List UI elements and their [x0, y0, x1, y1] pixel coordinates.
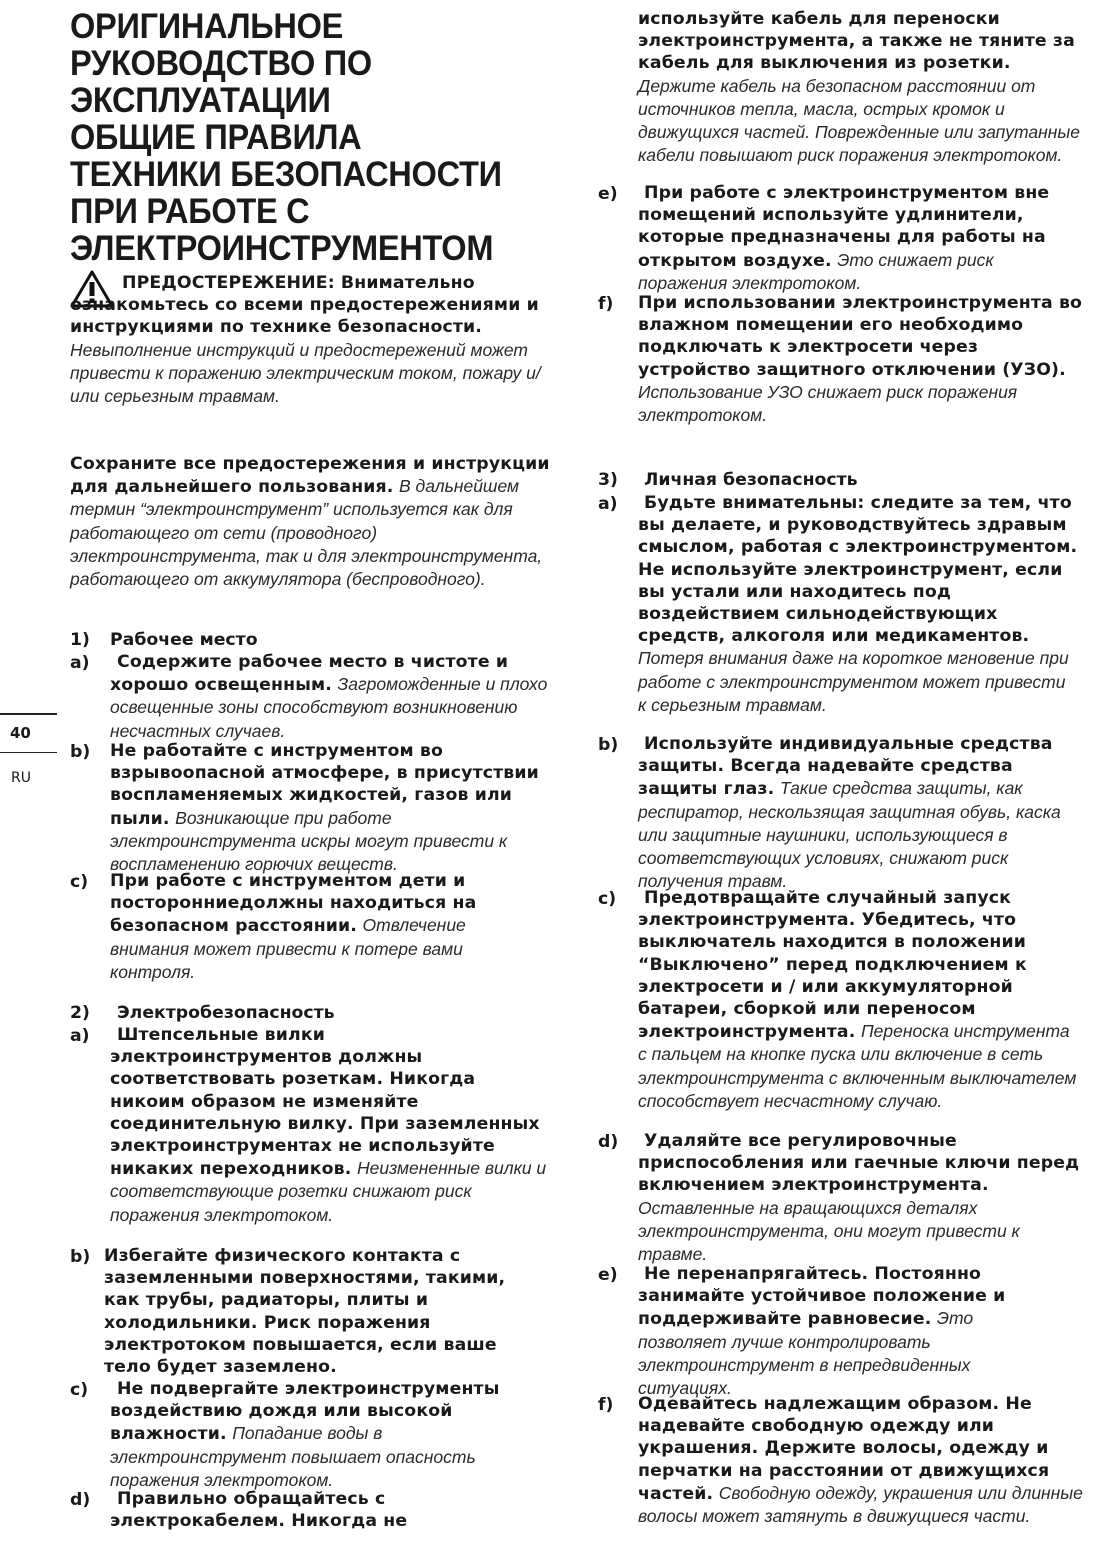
page-number: 40 — [10, 724, 31, 742]
item-label: e) — [598, 184, 618, 204]
item-label: c) — [70, 872, 89, 892]
list-item: Содержите рабочее место в чистоте и хорошо освещенным. Загроможденные и плохо освещенные зоны способствуют возникновению несчастных случаев. — [110, 652, 548, 741]
list-item: Не перенапрягайтесь. Постоянно занимайте устойчивое положение и поддерживайте равновесие. Это позволяет лучше контролировать электроинструмент в непредвиденных ситуациях. — [638, 1264, 1006, 1399]
item-label: f) — [598, 1395, 614, 1415]
list-item: Штепсельные вилки электроинструментов должны соответствовать розеткам. Никогда никоим образом не изменяйте соединительную вилку. При заземленных электроинструментах не используйте никаких переходников. Неизмененные вилки и соответствующие розетки снижают риск поражения электротоком. — [110, 1025, 547, 1225]
title-line: РУКОВОДСТВО ПО — [70, 44, 372, 83]
item-label: b) — [70, 1247, 91, 1267]
item-label: c) — [70, 1380, 89, 1400]
page-side-rule — [0, 713, 57, 715]
save-instructions-paragraph: Сохраните все предостережения и инструкции для дальнейшего пользования. В дальнейшем термин “электроинструмент” используется как для работающего от сети (проводного) электроинструмента, так и для электроинструмента, работающего от аккумулятора (беспроводного). — [70, 454, 550, 590]
list-item: Используйте индивидуальные средства защиты. Всегда надевайте средства защиты глаз. Такие средства защиты, как респиратор, нескользящая защитная обувь, каска или защитные наушники, использующиеся в соответствующих условиях, снижают риск получения травм. — [638, 734, 1061, 892]
section-title: Рабочее место — [110, 630, 258, 650]
title-line: ПРИ РАБОТЕ С — [70, 192, 310, 231]
title-line: ОРИГИНАЛЬНОЕ — [70, 7, 344, 46]
item-label: a) — [598, 494, 618, 514]
language-code: RU — [11, 770, 31, 786]
item-label: f) — [598, 294, 614, 314]
warning-paragraph: ПРЕДОСТЕРЕЖЕНИЕ: Внимательно ознакомьтесь со всеми предостережениями и инструкциями по технике безопасности. Невыполнение инструкций и предостережений может привести к поражению электрическим током, пожару и/или серьезным травмам. — [70, 273, 541, 407]
item-label: a) — [70, 1026, 90, 1046]
item-label: d) — [598, 1132, 619, 1152]
list-item: Предотвращайте случайный запуск электроинструмента. Убедитесь, что выключатель находится в положении “Выключено” перед подключением к электросети и / или аккумуляторной батареи, сборкой или переносом электроинструмента. Переноска инструмента с пальцем на кнопке пуска или включение в сеть электроинструмента с включенным выключателем способствует несчастному случаю. — [638, 888, 1077, 1111]
section-number: 2) — [70, 1003, 90, 1023]
list-item: Правильно обращайтесь с электрокабелем. Никогда не — [110, 1489, 408, 1532]
section-title: Электробезопасность — [117, 1003, 335, 1023]
section-number: 1) — [70, 630, 90, 650]
list-item: Избегайте физического контакта с заземленными поверхностями, такими, как трубы, радиаторы, плиты и холодильники. Риск поражения электротоком повышается, если ваше тело будет заземлено. — [104, 1246, 506, 1378]
list-item: Не работайте с инструментом во взрывоопасной атмосфере, в присутствии воспламеняемых жидкостей, газов или пыли. Возникающие при работе электроинструмента искры могут привести к воспламенению горючих веществ. — [110, 741, 539, 875]
list-item: При работе с электроинструментом вне помещений используйте удлинители, которые предназначены для работы на открытом воздухе. Это снижает риск поражения электротоком. — [638, 183, 1050, 293]
page-side-rule — [0, 752, 57, 753]
item-label: c) — [598, 889, 617, 909]
title-line: ЭКСПЛУАТАЦИИ — [70, 81, 331, 120]
list-item-continued: используйте кабель для переноски электроинструмента, а также не тяните за кабель для выключения из розетки. Держите кабель на безопасном расстоянии от источников тепла, масла, острых кромок и движущихся частей. Поврежденные или запутанные кабели повышают риск поражения электротоком. — [638, 9, 1081, 166]
list-item: Одевайтесь надлежащим образом. Не надевайте свободную одежду или украшения. Держите волосы, одежду и перчатки на расстоянии от движущихся частей. Свободную одежду, украшения или длинные волосы может затянуть в движущиеся части. — [638, 1394, 1083, 1527]
item-label: b) — [70, 742, 91, 762]
section-title: Личная безопасность — [644, 470, 858, 490]
item-label: e) — [598, 1265, 618, 1285]
item-label: d) — [70, 1490, 91, 1510]
section-number: 3) — [598, 470, 618, 490]
list-item: Не подвергайте электроинструменты воздействию дождя или высокой влажности. Попадание воды в электроинструмент повышает опасность поражения электротоком. — [110, 1379, 500, 1490]
item-label: a) — [70, 653, 90, 673]
title-line: ОБЩИЕ ПРАВИЛА — [70, 118, 362, 157]
title-line: ТЕХНИКИ БЕЗОПАСНОСТИ — [70, 155, 502, 194]
list-item: При использовании электроинструмента во влажном помещении его необходимо подключать к электросети через устройство защитного отключении (УЗО). Использование УЗО снижает риск поражения электротоком. — [638, 293, 1083, 426]
item-label: b) — [598, 735, 619, 755]
page-title — [70, 8, 502, 267]
title-line: ЭЛЕКТРОИНСТРУМЕНТОМ — [70, 229, 494, 268]
list-item: При работе с инструментом дети и посторонниедолжны находиться на безопасном расстоянии. Отвлечение внимания может привести к потере вами контроля. — [110, 871, 477, 982]
list-item: Будьте внимательны: следите за тем, что вы делаете, и руководствуйтесь здравым смыслом, работая с электроинструментом. Не используйте электроинструмент, если вы устали или находитесь под воздействием сильнодействующих средств, алкоголя или медикаментов. Потеря внимания даже на короткое мгновение при работе с электроинструментом может привести к серьезным травмам. — [638, 493, 1078, 715]
list-item: Удаляйте все регулировочные приспособления или гаечные ключи перед включением электроинструмента. Оставленные на вращающихся деталях электроинструмента, они могут привести к травме. — [638, 1131, 1080, 1265]
